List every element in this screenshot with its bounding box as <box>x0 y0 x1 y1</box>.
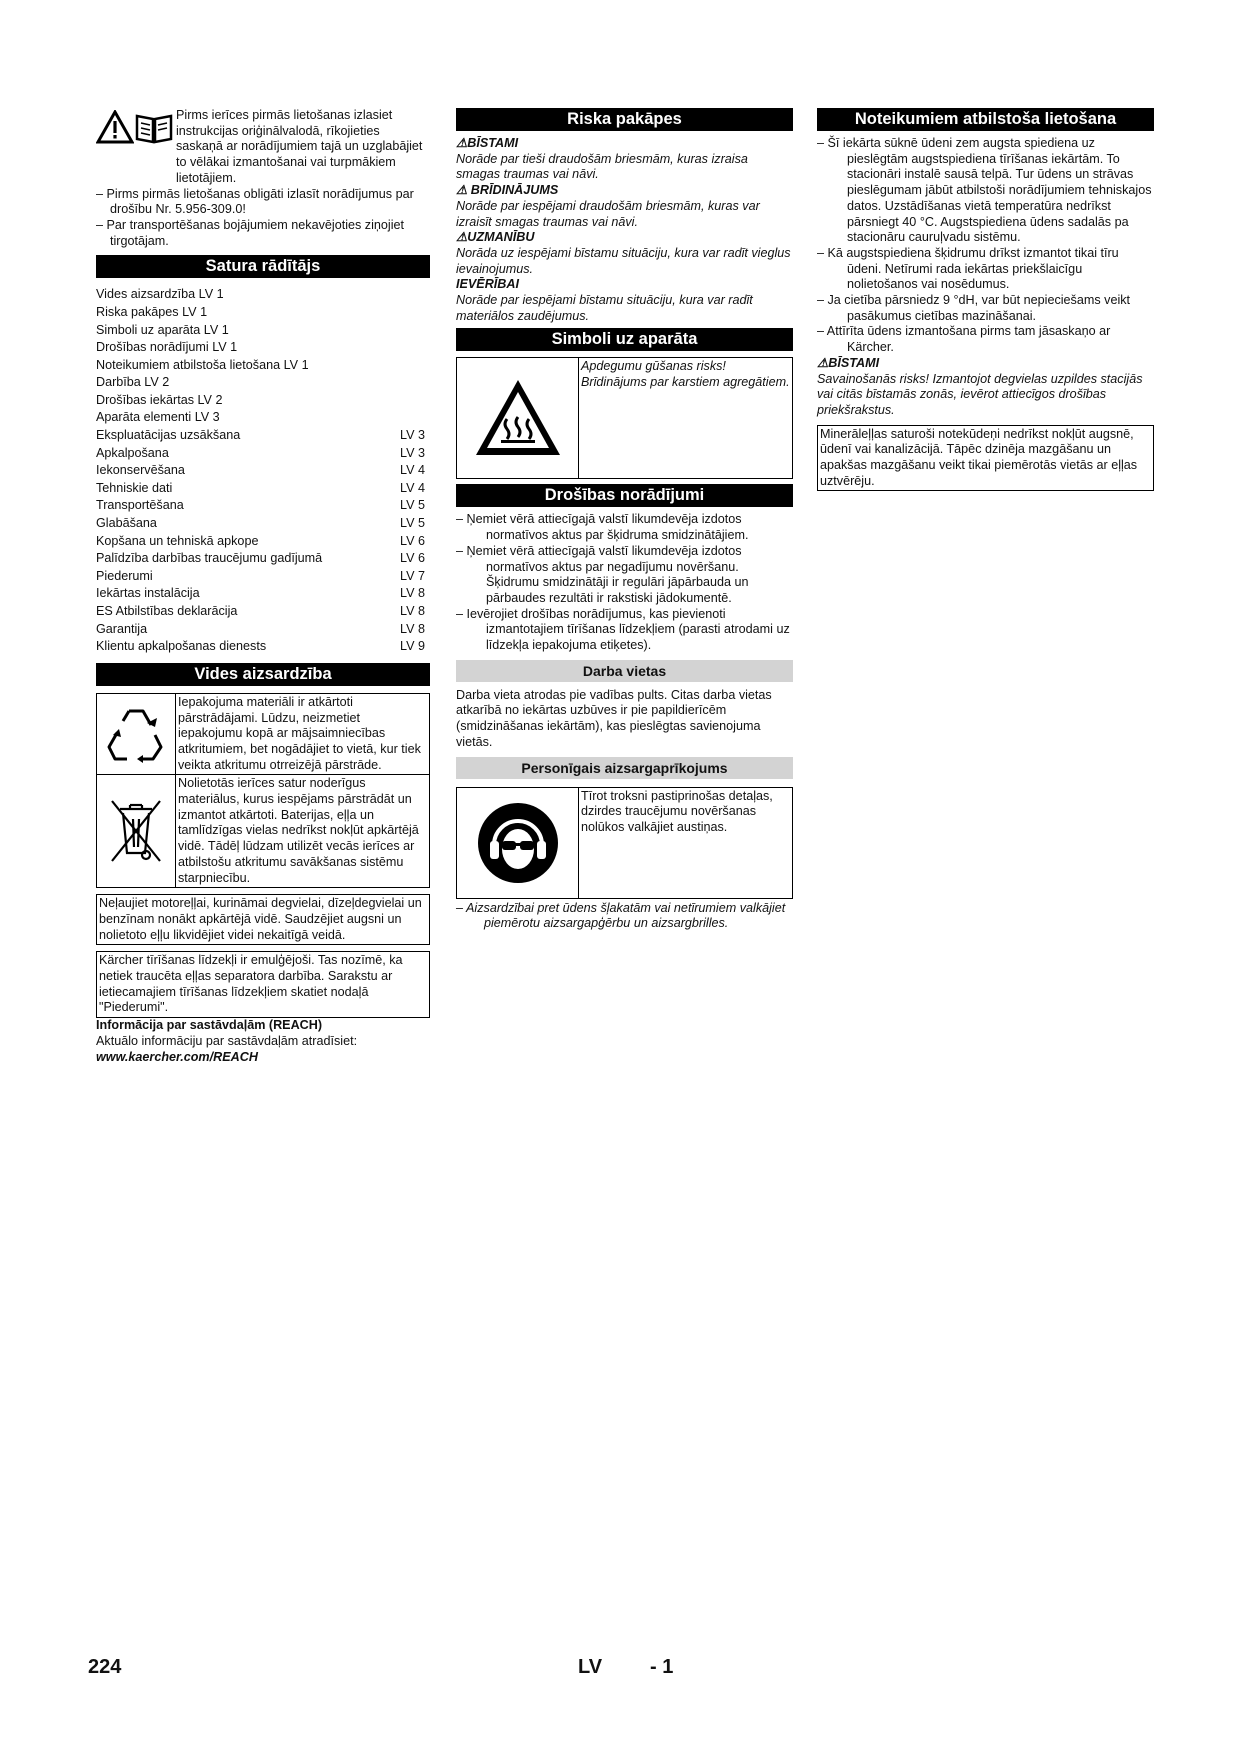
intended-use-item: – Kā augstspiediena šķidrumu drīkst izmantot tikai tīru ūdeni. Netīrumi rada iekārtas priekšlaicīgu nolietošanos vai nosēdumus. <box>817 245 1119 292</box>
safety-item: – Ņemiet vērā attiecīgajā valstī likumdevēja izdotos normatīvos aktus par negadījumu novēršanu. Šķidrumu smidzinātāji ir regulāri jāpārbauda un pārbaudes rezultāti ir rakstiski jādokumentē. <box>456 543 749 605</box>
toc-item[interactable]: Piederumi LV 7 <box>96 568 425 583</box>
intended-use-item: – Attīrīta ūdens izmantošana pirms tam jāsaskaņo ar Kärcher. <box>817 324 1111 355</box>
toc-item[interactable]: Transportēšana LV 5 <box>96 498 425 513</box>
toc-item[interactable]: Riska pakāpes LV 1 <box>96 304 208 319</box>
toc-item[interactable]: Klientu apkalpošanas dienests LV 9 <box>96 639 425 654</box>
toc-item[interactable]: Vides aizsardzība LV 1 <box>96 287 224 302</box>
toc-item[interactable]: Kopšana un tehniskā apkope LV 6 <box>96 533 425 548</box>
recycle-icon-cell <box>97 694 176 775</box>
recycle-icon <box>103 701 169 767</box>
hot-surface-row <box>456 357 793 479</box>
workplace-heading: Darba vietas <box>456 660 793 682</box>
toc-item[interactable]: Tehniskie dati LV 4 <box>96 480 425 495</box>
toc-item[interactable]: Aparāta elementi LV 3 <box>96 410 220 425</box>
toc-item[interactable]: Ekspluatācijas uzsākšana LV 3 <box>96 428 425 443</box>
toc-item[interactable]: ES Atbilstības deklarācija LV 8 <box>96 604 425 619</box>
safety-item: – Ievērojiet drošības norādījumus, kas pievienoti izmantotajiem tīrīšanas līdzekļiem (parasti atrodami uz līdzekļa iepakojuma etiķetes). <box>456 606 790 653</box>
intro-block <box>96 108 430 187</box>
risk-heading: Riska pakāpes <box>456 108 793 131</box>
intended-danger-text: Savainošanās risks! Izmantojot degvielas uzpildes stacijās vai citās bīstamās zonās, ievērot attiecīgos drošības priekšrakstus. <box>817 371 1143 417</box>
risk-text-danger: Norāde par tieši draudošām briesmām, kuras izraisa smagas traumas vai nāvi. <box>456 151 748 182</box>
toc-item[interactable]: Iekonservēšana LV 4 <box>96 463 425 478</box>
weee-icon-cell <box>97 775 176 887</box>
recycle-text: Iepakojuma materiāli ir atkārtoti pārstrādājami. Lūdzu, neizmetiet iepakojumu kopā ar mājsaimniecības atkritumiem, bet nogādājiet to vietā, kur tiek veikta atkritumu otrreizējā pārstrāde. <box>178 694 421 772</box>
crossed-out-bin-icon <box>106 795 166 867</box>
intro-icons <box>96 108 176 187</box>
toc-item[interactable]: Garantija LV 8 <box>96 621 425 636</box>
column-middle <box>456 108 793 932</box>
mineral-oil-note: Minerāleļļas saturoši notekūdeņi nedrīkst nokļūt augsnē, ūdenī vai kanalizācijā. Tāpēc dzinēja mazgāšanu un apakšas mazgāšanu veikt tikai piemērotās vietās ar eļļas uztvērēju. <box>817 425 1154 492</box>
hot-surface-icon-cell <box>457 358 579 478</box>
warning-triangle-icon <box>96 110 134 144</box>
toc-item[interactable]: Drošības iekārtas LV 2 <box>96 392 223 407</box>
recycle-row <box>96 693 430 776</box>
toc-item[interactable]: Palīdzība darbības traucējumu gadījumā LV 6 <box>96 551 425 566</box>
risk-text-notice: Norāde par iespējami bīstamu situāciju, kura var radīt materiālos zaudējumus. <box>456 293 753 323</box>
safety-heading: Drošības norādījumi <box>456 484 793 507</box>
intro-item: – Par transportēšanas bojājumiem nekavējoties ziņojiet tirgotājam. <box>96 217 405 248</box>
intended-use-heading: Noteikumiem atbilstoša lietošana <box>817 108 1154 131</box>
toc-item[interactable]: Noteikumiem atbilstoša lietošana LV 1 <box>96 357 309 372</box>
safety-item: – Ņemiet vērā attiecīgajā valstī likumdevēja izdotos normatīvos aktus par šķidruma smidzinātājiem. <box>456 512 749 543</box>
risk-label-notice: IEVĒRĪBAI <box>456 277 519 292</box>
toc-item[interactable]: Simboli uz aparāta LV 1 <box>96 322 229 337</box>
toc-item[interactable]: Iekārtas instalācija LV 8 <box>96 586 425 601</box>
toc-item[interactable]: Darbība LV 2 <box>96 375 170 390</box>
ear-and-eye-protection-icon <box>476 801 560 885</box>
intro-text: Pirms ierīces pirmās lietošanas izlasiet instrukcijas oriģinālvalodā, rīkojieties saskaņā ar norādījumiem tajā un uzglabājiet to vēlākai izmantošanai vai turpmākiem lietotājiem. <box>176 108 423 185</box>
ppe-row <box>456 787 793 899</box>
intended-use-item: – Šī iekārta sūknē ūdeni zem augsta spiediena uz pieslēgtām augstspiediena tīrīšanas iekārtām. To stacionāri instalē sausā telpā. Tur ūdens un strāvas pieslēgumam jābūt atbilstoši norādījumiem tehniskajos datos. Uzstādīšanas vietā temperatūra nedrīkst pārsniegt 40 °C. Augstspiediena ūdens sadalās pa stacionāru cauruļvadu sistēmu. <box>817 136 1152 245</box>
ppe-heading: Personīgais aizsargaprīkojums <box>456 757 793 779</box>
column-right <box>817 108 1154 491</box>
toc-heading: Satura rādītājs <box>96 255 430 278</box>
environment-table <box>96 693 430 888</box>
weee-text: Nolietotās ierīces satur noderīgus materiālus, kurus iespējams pārstrādāt un izmantot atkārtoti. Baterijas, eļļa un tamlīdzīgas vielas nedrīkst nokļūt apkārtējā vidē. Tādēļ lūdzam utilizēt vecās ierīces ar atbilstošu atkritumu savākšanas sistēmu starpniecību. <box>178 776 419 885</box>
ppe-note: – Aizsardzībai pret ūdens šļakatām vai netīrumiem valkājiet piemērotu aizsargapģērbu un aizsargbrilles. <box>456 900 786 931</box>
language-code: LV <box>578 1656 603 1678</box>
workplace-text: Darba vieta atrodas pie vadības pults. Citas darba vietas atkarībā no iekārtas uzbūves ir pie papildierīcēm (smidzināšanas iekārtām), kas pieslēgtas savienojuma vietās. <box>456 687 772 749</box>
reach-link[interactable]: www.kaercher.com/REACH <box>96 1049 258 1064</box>
toc-item[interactable]: Drošības norādījumi LV 1 <box>96 340 238 355</box>
risk-label-caution: ⚠UZMANĪBU <box>456 230 535 245</box>
symbols-heading: Simboli uz aparāta <box>456 328 793 351</box>
hot-surface-text: Apdegumu gūšanas risks! Brīdinājums par karstiem agregātiem. <box>581 359 790 390</box>
weee-row <box>96 775 430 888</box>
manual-book-icon <box>134 110 174 144</box>
risk-text-caution: Norāda uz iespējami bīstamu situāciju, kura var radīt vieglus ievainojumus. <box>456 245 791 276</box>
oil-note: Neļaujiet motoreļļai, kurināmai degvielai, dīzeļdegvielai un benzīnam nonākt apkārtējā vidē. Saudzējiet augsni un nolietoto eļļu likvidējiet videi nekaitīgā veidā. <box>96 894 430 945</box>
table-of-contents <box>96 286 430 655</box>
page-number: 224 <box>88 1656 122 1678</box>
toc-item[interactable]: Apkalpošana LV 3 <box>96 445 425 460</box>
intended-use-item: – Ja cietība pārsniedz 9 °dH, var būt nepieciešams veikt pasākumus cietības mazināšanai. <box>817 293 1131 323</box>
intro-item: – Pirms pirmās lietošanas obligāti izlasīt norādījumus par drošību Nr. 5.956-309.0! <box>96 186 414 217</box>
toc-item[interactable]: Glabāšana LV 5 <box>96 516 425 531</box>
column-left <box>96 108 430 1065</box>
intended-danger-label: ⚠BĪSTAMI <box>817 355 880 370</box>
hot-surface-warning-icon <box>473 377 563 459</box>
risk-label-danger: ⚠BĪSTAMI <box>456 136 519 150</box>
risk-text-warning: Norāde par iespējami draudošām briesmām, kuras var izraisīt smagas traumas vai nāvi. <box>456 198 760 229</box>
ppe-text: Tīrot troksni pastiprinošas detaļas, dzirdes traucējumu novēršanas nolūkos valkājiet austiņas. <box>581 788 773 834</box>
reach-title: Informācija par sastāvdaļām (REACH) <box>96 1018 323 1033</box>
environment-heading: Vides aizsardzība <box>96 663 430 686</box>
reach-text: Aktuālo informāciju par sastāvdaļām atradīsiet: <box>96 1033 358 1048</box>
section-page: - 1 <box>650 1656 674 1678</box>
ppe-icon-cell <box>457 788 579 898</box>
karcher-note: Kärcher tīrīšanas līdzekļi ir emulģējoši. Tas nozīmē, ka netiek traucēta eļļas separatora darbība. Sarakstu ar ietiecamajiem tīrīšanas līdzekļiem skatiet nodaļā "Piederumi". <box>96 951 430 1018</box>
risk-label-warning: ⚠ BRĪDINĀJUMS <box>456 183 559 198</box>
